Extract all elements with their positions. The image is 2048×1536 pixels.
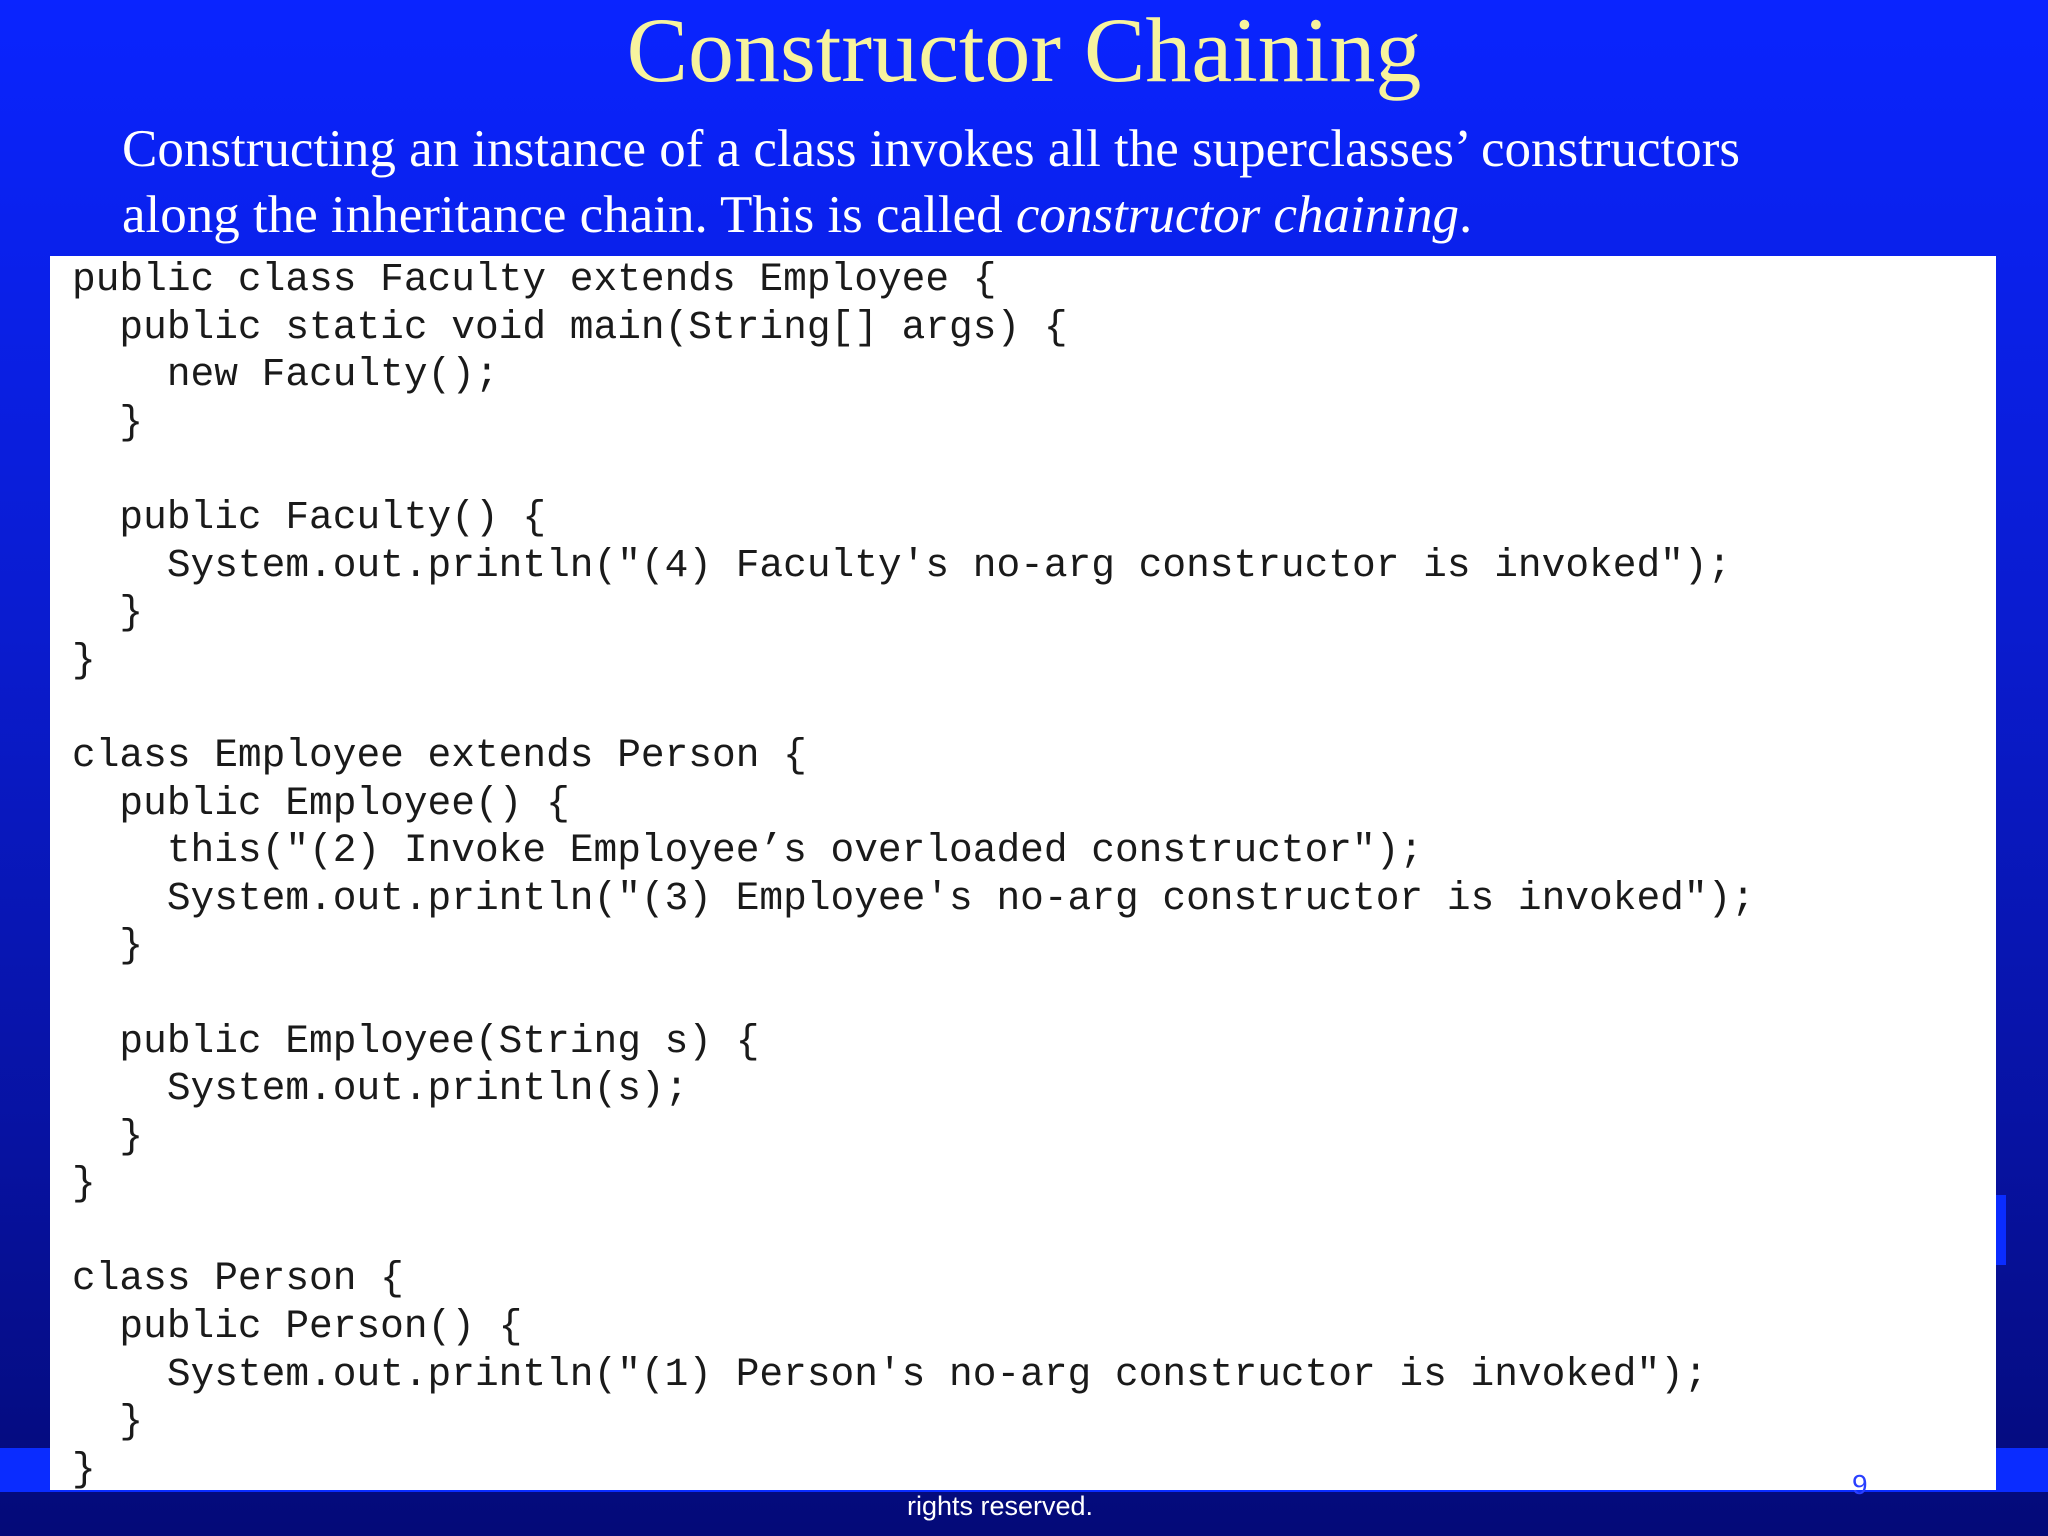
code-line: } [72, 1399, 144, 1445]
description-line-2-text: along the inheritance chain. This is called [122, 186, 1016, 244]
code-line: } [72, 1161, 96, 1207]
code-line: public Employee() { [72, 780, 570, 826]
code-listing [50, 256, 1996, 1490]
code-line [72, 970, 1996, 1018]
code-line: this("(2) Invoke Employee’s overloaded constructor"); [72, 828, 1424, 874]
code-line [72, 684, 1996, 732]
code-line: public class Faculty extends Employee { [72, 257, 997, 302]
copyright-footer: rights reserved. [906, 1491, 1094, 1521]
code-line [72, 446, 1996, 494]
code-line: public Person() { [72, 1304, 523, 1350]
code-line: class Person { [72, 1256, 404, 1302]
code-line: } [72, 1446, 96, 1490]
code-line: System.out.println("(4) Faculty's no-arg constructor is invoked"); [72, 542, 1732, 588]
code-line: new Faculty(); [72, 352, 499, 398]
description-line-2 [122, 182, 2002, 248]
emphasis-term: constructor chaining [1015, 186, 1459, 244]
slide-description [122, 116, 2002, 248]
page-number: 9 [1852, 1469, 1868, 1500]
code-line: System.out.println("(3) Employee's no-arg constructor is invoked"); [72, 875, 1755, 921]
code-line: } [72, 590, 144, 636]
code-line [72, 1208, 1996, 1256]
code-line: System.out.println("(1) Person's no-arg constructor is invoked"); [72, 1351, 1708, 1397]
code-line: } [72, 923, 144, 969]
code-line: public static void main(String[] args) { [72, 304, 1068, 350]
description-line-2-end: . [1458, 186, 1473, 244]
description-line-1: Constructing an instance of a class invokes all the superclasses’ constructors [122, 120, 1741, 178]
code-line: class Employee extends Person { [72, 732, 807, 778]
code-line: } [72, 399, 144, 445]
code-line: } [72, 1113, 144, 1159]
code-line: public Faculty() { [72, 494, 547, 540]
code-line: } [72, 637, 96, 683]
slide-title: Constructor Chaining [626, 0, 1422, 101]
code-line: System.out.println(s); [72, 1066, 689, 1112]
code-line: public Employee(String s) { [72, 1018, 760, 1064]
